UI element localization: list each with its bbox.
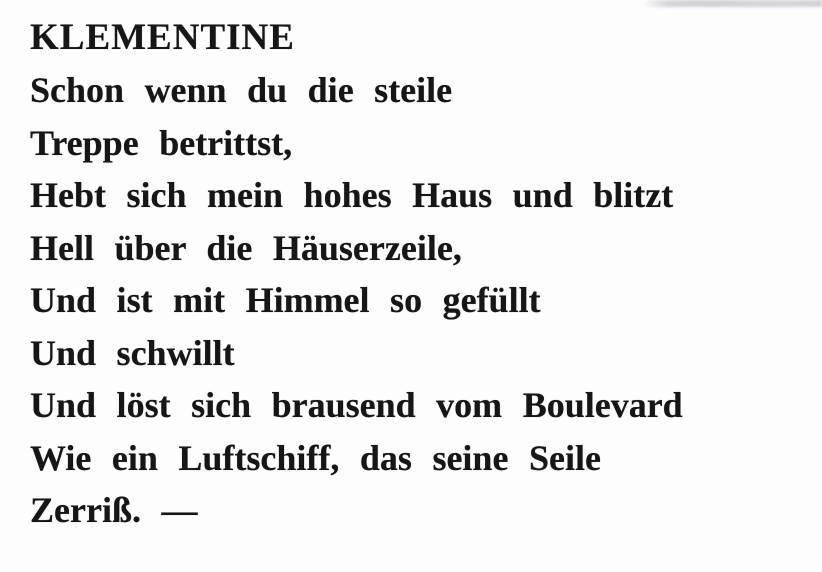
poem-line-5: Und ist mit Himmel so gefüllt — [30, 280, 541, 320]
poem-line-7: Und löst sich brausend vom Boulevard — [30, 385, 683, 425]
poem-line-3: Hebt sich mein hohes Haus und blitzt — [30, 175, 674, 215]
poem-line-1: Schon wenn du die steile — [30, 70, 453, 110]
poem-line-2: Treppe betrittst, — [30, 122, 293, 163]
poem-line-8: Wie ein Luftschiff, das seine Seile — [30, 437, 601, 478]
scan-artifact — [642, 0, 822, 7]
poem-title: KLEMENTINE — [30, 17, 295, 58]
poem-line-4: Hell über die Häuserzeile, — [30, 227, 462, 268]
poem-line-9: Zerriß. — — [30, 490, 198, 530]
poem-line-6: Und schwillt — [30, 332, 235, 373]
